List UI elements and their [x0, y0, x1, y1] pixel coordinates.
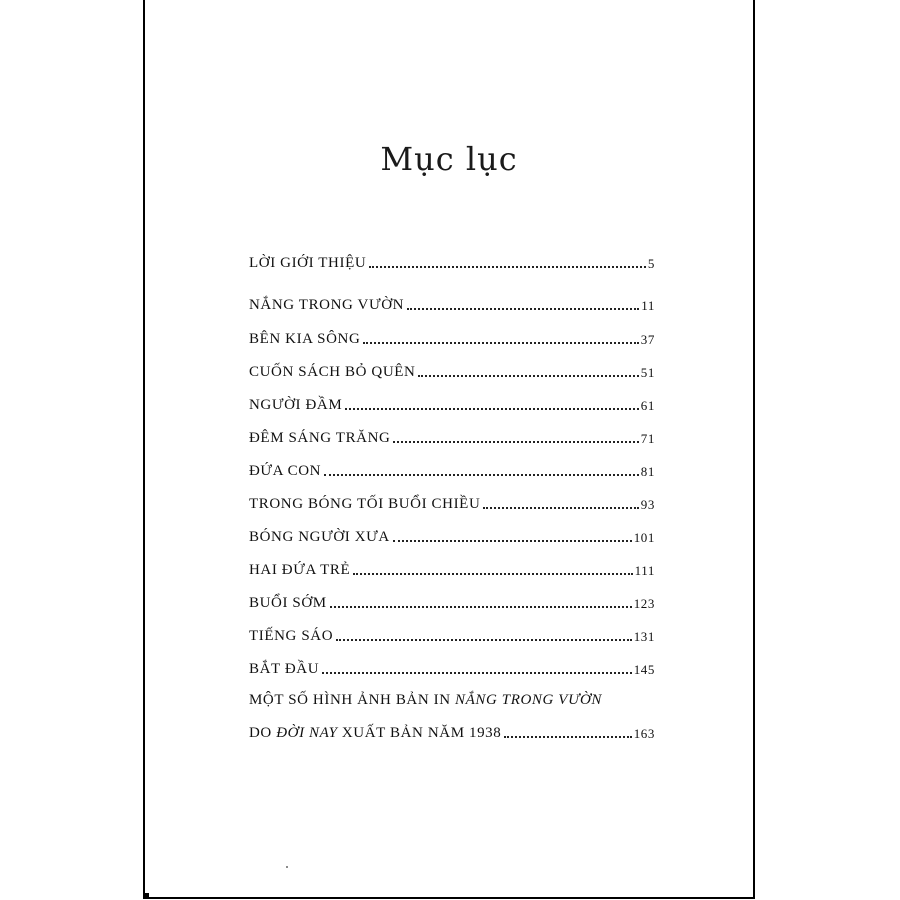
toc-entry-label: BÓNG NGƯỜI XƯA [249, 529, 390, 545]
toc-entry-page: 93 [640, 497, 655, 512]
toc-entry-label: TIẾNG SÁO [249, 628, 334, 644]
toc-entry-label: HAI ĐỨA TRẺ [249, 562, 351, 578]
dot-leader [336, 639, 632, 641]
toc-entry [249, 294, 655, 314]
dot-leader [345, 408, 639, 410]
dot-leader [353, 573, 632, 575]
dot-leader [369, 266, 646, 268]
dot-leader [322, 672, 632, 674]
toc-entry-page: 131 [633, 629, 655, 644]
dot-leader [504, 736, 631, 738]
dot-leader [418, 375, 638, 377]
toc-entry-label: CUỐN SÁCH BỎ QUÊN [249, 364, 416, 380]
toc-entry [249, 526, 655, 546]
toc-entry-label: NẮNG TRONG VƯỜN [249, 297, 405, 313]
toc-entry-line1 [249, 692, 602, 709]
toc-entry-label: ĐÊM SÁNG TRĂNG [249, 430, 391, 446]
toc-entry [249, 493, 655, 513]
toc-entry-page: 5 [647, 256, 655, 271]
toc-entry-page: 81 [640, 464, 655, 479]
toc-entry-page: 163 [633, 726, 655, 741]
toc-entry-label: BÊN KIA SÔNG [249, 331, 361, 347]
toc-entry [249, 328, 655, 348]
book-page [143, 0, 755, 899]
dot-leader [324, 474, 639, 476]
toc-entry-page: 61 [640, 398, 655, 413]
toc-entry [249, 658, 655, 678]
dot-leader [363, 342, 638, 344]
toc-entry-page: 51 [640, 365, 655, 380]
toc-entry [249, 460, 655, 480]
toc-entry-page: 101 [633, 530, 655, 545]
toc-entry-line2 [249, 722, 655, 742]
toc-entry-label: NGƯỜI ĐẦM [249, 397, 343, 413]
toc-entry-label: DO ĐỜI NAY XUẤT BẢN NĂM 1938 [249, 725, 502, 741]
toc-entry [249, 394, 655, 414]
toc-entry-label: LỜI GIỚI THIỆU [249, 255, 367, 271]
print-speck [286, 866, 288, 868]
book-title-italic: NẮNG TRONG VƯỜN [455, 692, 603, 708]
toc-entry [249, 625, 655, 645]
toc-entry-page: 11 [641, 298, 655, 313]
toc-entry-page: 123 [633, 596, 655, 611]
page-corner-mark [143, 893, 149, 899]
toc-entry-page: 145 [633, 662, 655, 677]
toc-entry-label: MỘT SỐ HÌNH ẢNH BẢN IN [249, 692, 456, 708]
dot-leader [393, 441, 638, 443]
toc-entry-page: 37 [640, 332, 655, 347]
toc-entry-label: TRONG BÓNG TỐI BUỔI CHIỀU [249, 496, 481, 512]
dot-leader [330, 606, 632, 608]
toc-entry [249, 361, 655, 381]
toc-entry [249, 592, 655, 612]
dot-leader [407, 308, 639, 310]
dot-leader [393, 540, 632, 542]
page-title: Mục lục [380, 140, 518, 178]
toc-entry [249, 252, 655, 272]
toc-entry-label: ĐỨA CON [249, 463, 322, 479]
publisher-italic: ĐỜI NAY [276, 725, 338, 741]
toc-entry-label: BẮT ĐẦU [249, 661, 320, 677]
toc-entry [249, 559, 655, 579]
toc-entry-page: 71 [640, 431, 655, 446]
dot-leader [483, 507, 638, 509]
toc-entry-page: 111 [634, 563, 655, 578]
toc-entry [249, 427, 655, 447]
toc-entry-label: BUỔI SỚM [249, 595, 327, 611]
